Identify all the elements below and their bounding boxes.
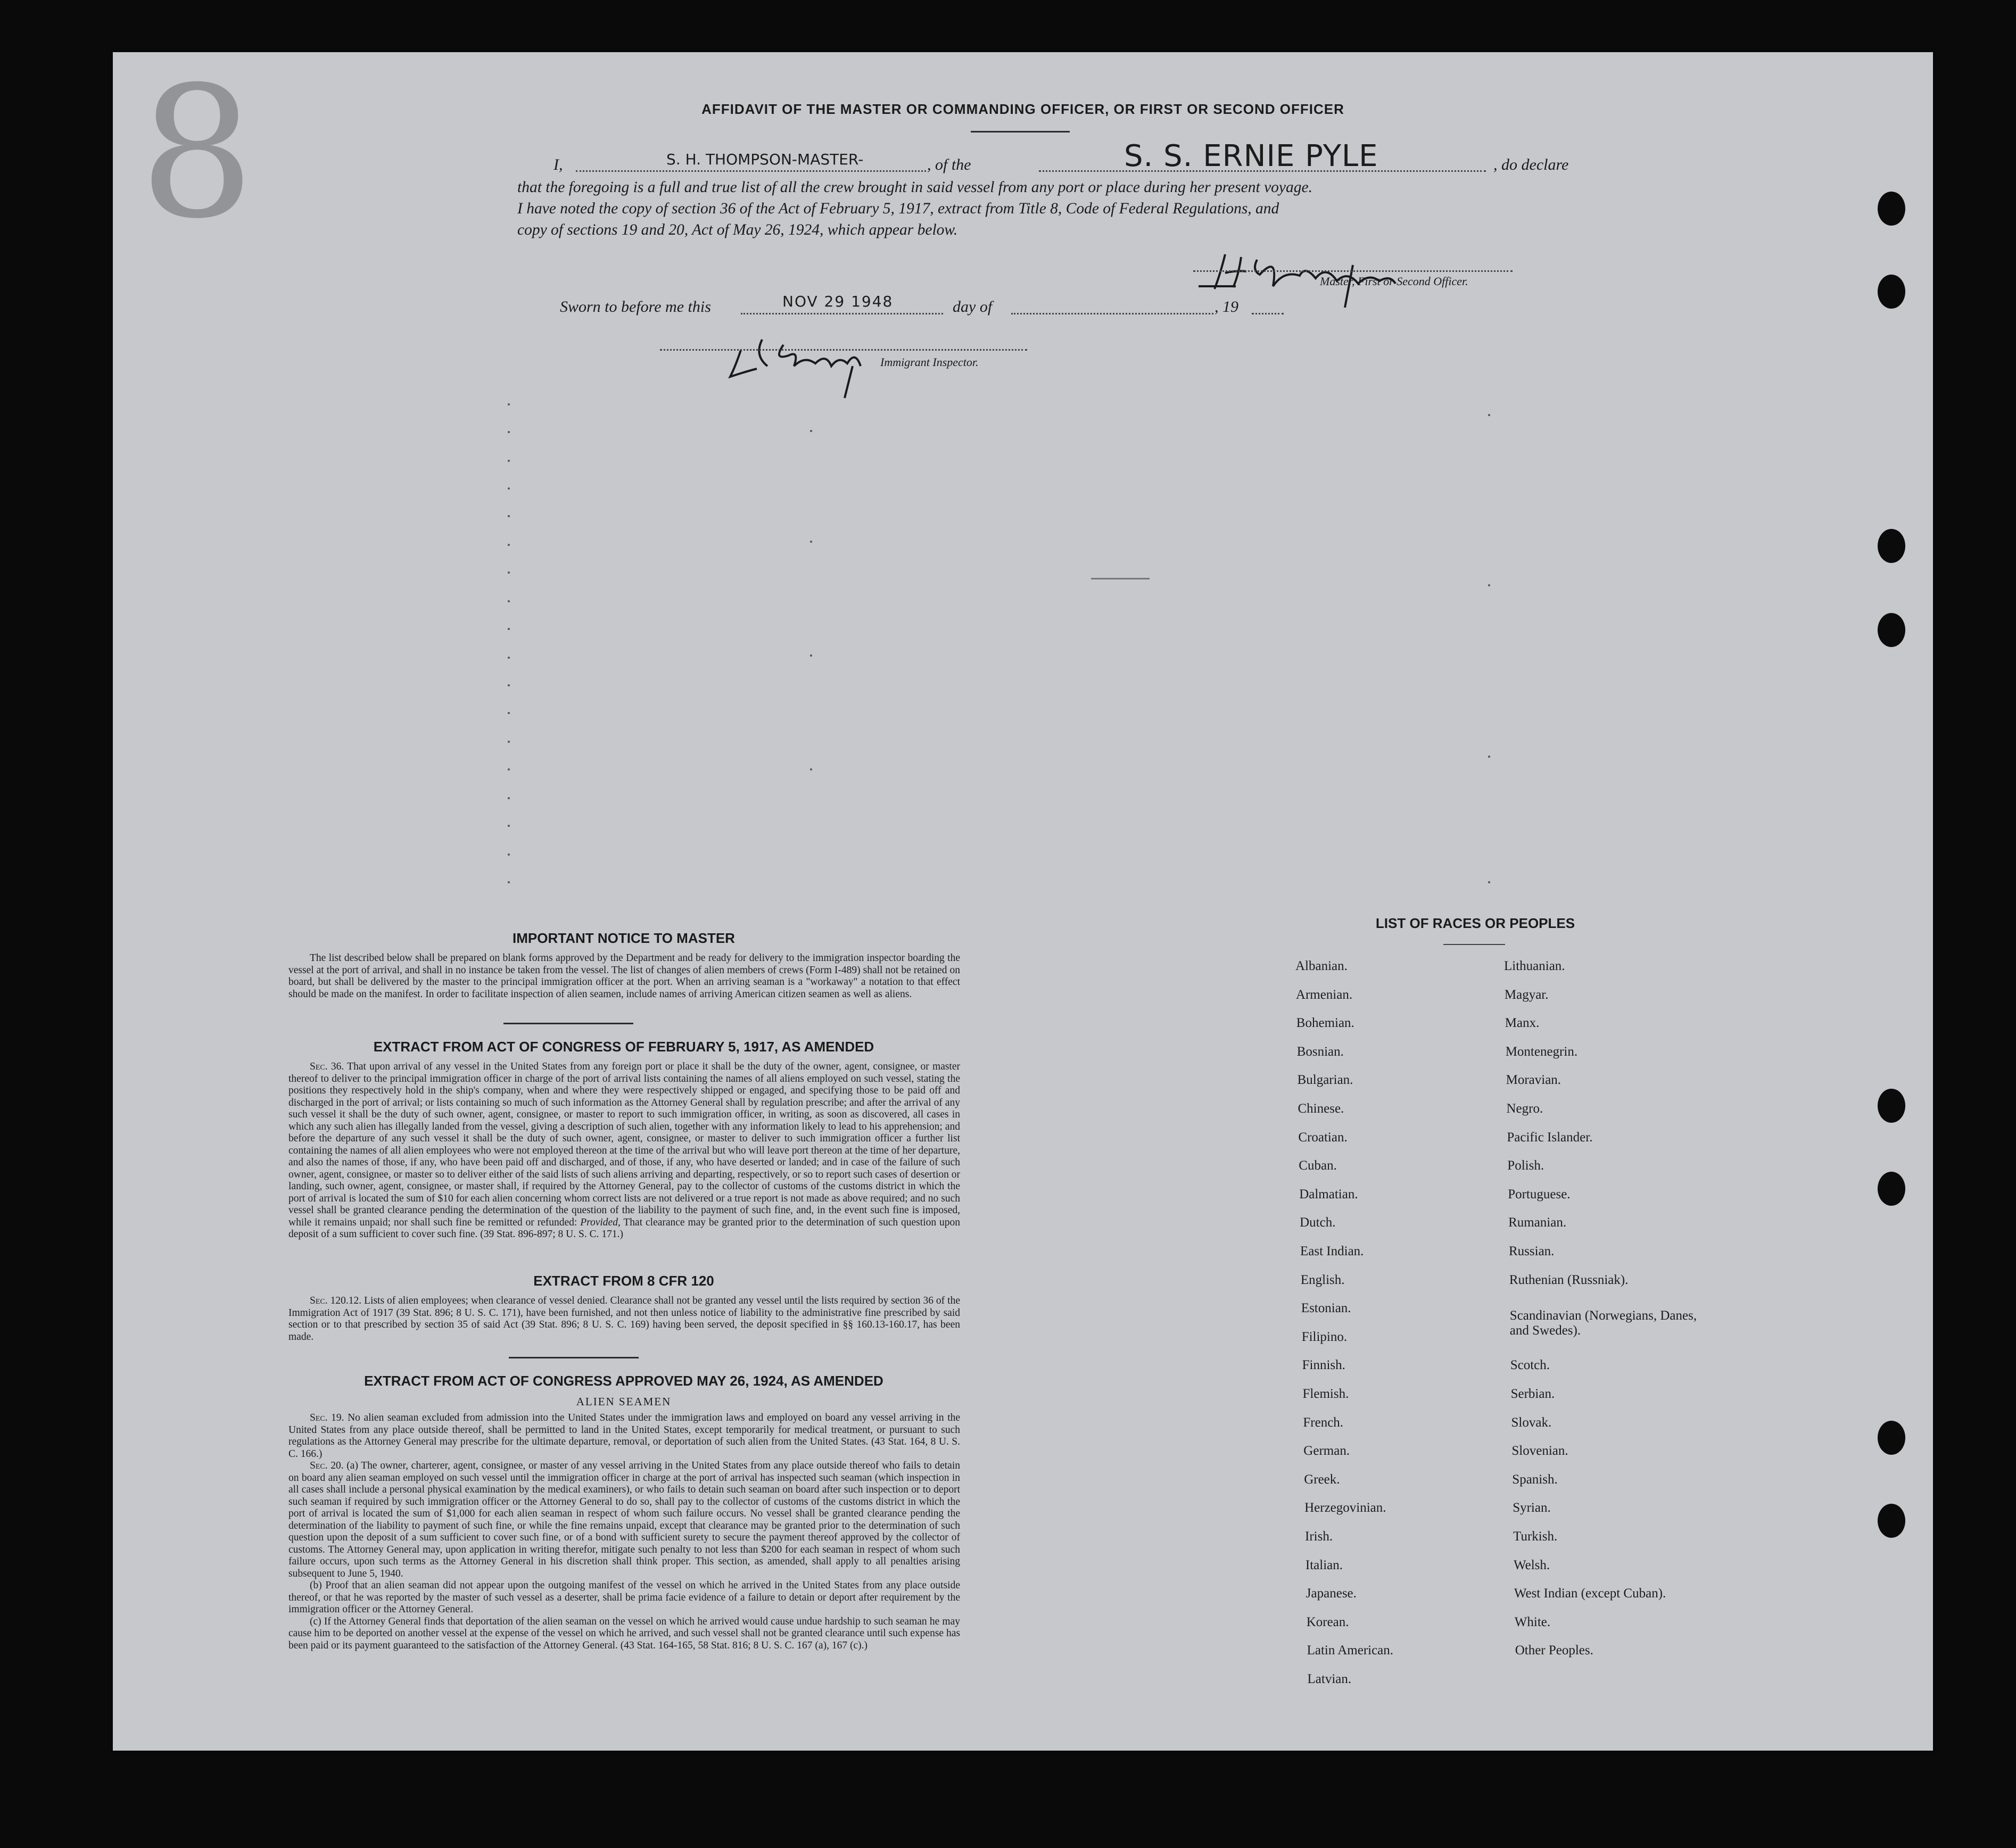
race-item: Herzegovinian.	[1304, 1501, 1386, 1515]
race-item: Cuban.	[1299, 1158, 1337, 1173]
races-rule	[1443, 944, 1505, 945]
do-declare-label: , do declare	[1493, 156, 1569, 173]
punch-hole	[1878, 529, 1905, 563]
section-rule	[503, 1023, 633, 1024]
race-item: German.	[1303, 1444, 1350, 1458]
month-line	[1011, 313, 1213, 314]
provided-label: Provided,	[580, 1216, 621, 1228]
speck	[810, 768, 812, 770]
speck	[508, 853, 510, 856]
race-item: Montenegrin.	[1505, 1044, 1578, 1059]
race-item: Dutch.	[1300, 1215, 1336, 1230]
race-item: Bosnian.	[1296, 1044, 1344, 1059]
race-item: Albanian.	[1295, 959, 1348, 973]
sworn-date-line	[741, 313, 943, 314]
speck	[810, 430, 812, 432]
speck	[508, 797, 510, 799]
handwritten-page-number: 8	[139, 48, 255, 259]
signature-line	[1193, 270, 1513, 272]
extract-1917-text	[288, 1061, 960, 1241]
speck	[508, 487, 510, 490]
race-item: East Indian.	[1300, 1244, 1364, 1258]
race-item: Spanish.	[1512, 1472, 1558, 1487]
race-item: Magyar.	[1504, 987, 1549, 1002]
race-item: Slovenian.	[1511, 1444, 1568, 1458]
race-item: Moravian.	[1506, 1073, 1561, 1088]
punch-hole	[1878, 192, 1905, 226]
sec-20c-paragraph: (c) If the Attorney General finds that deportation of the alien seaman on the vessel on which he arrived would cause undue hardship to such seaman he may cause him to be deported on another vessel at the expense of the vessel on which he arrived, and such vessel shall not be granted clearance until such expense has been paid or its payment guaranteed to the satisfaction of the Attorney General. (43 Stat. 164-165, 58 Stat. 816; 8 U. S. C. 167 (a), 167 (c).)	[288, 1615, 960, 1651]
speck	[508, 600, 510, 602]
sec-19-label: Sec. 19.	[310, 1412, 344, 1423]
race-item: Latin American.	[1307, 1643, 1394, 1658]
sec-20a-body: (a) The owner, charterer, agent, consignee, or master of any vessel arriving in the United States from any place outside thereof who fails to detain on board any alien seaman employed on such vessel until the immigration officer in charge at the port of arrival has inspected such seaman (which inspection in all cases shall include a personal physical examination by the medical examiners), or who fails to detain such seaman on board after such inspection or to deport such seaman if required by such immigration officer or the Attorney General to do so, shall pay to the collector of customs of the customs district in which the port of arrival is located the sum of $1,000 for each alien seaman in respect of whom such failure occurs. No vessel shall be granted clearance pending the determination of the liability to payment of such fine, or while the fine remains unpaid, except that clearance may be granted prior to the determination of such question upon the deposit of a sum sufficient to cover such fine, or of a bond with sufficient surety to secure the payment thereof approved by the collector of customs. The Attorney General may, upon application in writing therefor, mitigate such penalty to not less than $200 for each seaman in respect of whom such failure occurs, upon such terms as the Attorney General in his discretion shall think proper. This section, as amended, shall apply to all penalties arising subsequent to June 5, 1940.	[288, 1460, 960, 1579]
race-item: Filipino.	[1301, 1329, 1348, 1344]
speck	[1488, 414, 1490, 416]
signature-caption: Master, First or Second Officer.	[1320, 275, 1468, 288]
extract-1924-text	[288, 1412, 960, 1652]
race-item: Portuguese.	[1508, 1187, 1571, 1201]
race-item: Polish.	[1507, 1158, 1544, 1173]
punch-hole	[1878, 275, 1905, 309]
speck	[1488, 584, 1490, 586]
sec-20b-paragraph: (b) Proof that an alien seaman did not appear upon the outgoing manifest of the vessel on which he arrived in the United States from any place outside thereof, or that he was reported by the master of such vessel as a deserter, shall be prima facie evidence of a failure to detain or deport after requirement by the immigration officer or the Attorney General.	[288, 1580, 960, 1615]
race-item: Lithuanian.	[1504, 959, 1565, 973]
document-sheet	[113, 48, 1933, 1751]
extract-1924-heading: EXTRACT FROM ACT OF CONGRESS APPROVED MAY 26, 1924, AS AMENDED	[364, 1373, 883, 1389]
speck	[508, 768, 510, 770]
speck	[508, 431, 510, 433]
year-line	[1252, 313, 1284, 314]
race-item: Italian.	[1305, 1557, 1343, 1572]
races-heading: LIST OF RACES OR PEOPLES	[1375, 915, 1575, 931]
race-item: White.	[1514, 1614, 1551, 1629]
section-rule-2	[509, 1357, 639, 1358]
notice-text-body: The list described below shall be prepared on blank forms approved by the Department and be ready for delivery to the immigration inspector boarding the vessel at the port of arrival, and shall in no instance be taken from the vessel. The list of changes of alien members of crews (Form I-489) shall not be retained on board, but shall be delivered by the master to the principal immigration officer at the port. When an arriving seaman is a "workaway" a notation to that effect should be made on the manifest. In order to facilitate inspection of alien seamen, include names of arriving American citizen seamen as well as aliens.	[288, 952, 960, 1000]
speck	[508, 515, 510, 517]
day-of-label: day of	[953, 298, 993, 316]
extract-1917-heading: EXTRACT FROM ACT OF CONGRESS OF FEBRUARY 5, 1917, AS AMENDED	[373, 1039, 874, 1055]
race-item: Rumanian.	[1508, 1215, 1567, 1230]
race-item: Ruthenian (Russniak).	[1509, 1272, 1629, 1287]
race-item: Negro.	[1506, 1101, 1543, 1116]
race-item: Other Peoples.	[1515, 1643, 1593, 1658]
notice-text	[288, 952, 960, 1000]
speck	[810, 654, 812, 657]
sec-120-label: Sec. 120.12.	[310, 1295, 362, 1306]
speck	[508, 657, 510, 659]
race-item: Slovak.	[1511, 1415, 1552, 1430]
race-item: Estonian.	[1301, 1301, 1351, 1316]
race-item: Korean.	[1306, 1614, 1349, 1629]
punch-hole	[1878, 1172, 1905, 1206]
speck	[508, 571, 510, 574]
race-item: Chinese.	[1298, 1101, 1344, 1116]
speck	[508, 741, 510, 743]
speck	[508, 684, 510, 686]
heading-rule	[971, 131, 1070, 132]
race-item: Latvian.	[1307, 1672, 1352, 1686]
sec-36-label: Sec. 36.	[310, 1061, 344, 1072]
race-item: Syrian.	[1513, 1501, 1551, 1515]
affidavit-body-line-1: that the foregoing is a full and true list of all the crew brought in said vessel from any port or place during her present voyage.	[517, 179, 1312, 196]
punch-hole	[1878, 1421, 1905, 1455]
sec-120-body: Lists of alien employees; when clearance of vessel denied. Clearance shall not be granted any vessel until the lists required by section 36 of the Immigration Act of 1917 (39 Stat. 896; 8 U. S. C. 171), have been furnished, and not then unless notice of liability to the administrative fine prescribed by said section or to that prescribed by section 35 of said Act (39 Stat. 896; 8 U. S. C. 169) having been served, the deposit specified in §§ 160.13-160.17, has been made.	[288, 1295, 960, 1343]
speck	[508, 881, 510, 883]
race-item: Croatian.	[1298, 1130, 1348, 1145]
race-item: Japanese.	[1306, 1586, 1357, 1601]
declarant-name: S. H. THOMPSON-MASTER-	[666, 151, 864, 168]
race-item: Irish.	[1305, 1529, 1333, 1544]
punch-hole	[1878, 613, 1905, 647]
sworn-date: NOV 29 1948	[782, 293, 894, 310]
race-item: Scotch.	[1510, 1358, 1550, 1373]
race-item: Greek.	[1304, 1472, 1340, 1487]
race-item: English.	[1300, 1272, 1345, 1287]
inspector-caption: Immigrant Inspector.	[880, 355, 979, 369]
sec-19-body: No alien seaman excluded from admission into the United States under the immigration laws and employed on board any vessel arriving in the United States from any place outside thereof, shall be permitted to land in the United States, except temporarily for medical treatment, or pursuant to such regulations as the Attorney General may prescribe for the ultimate departure, removal, or deportation of such alien from the United States. (43 Stat. 164, 8 U. S. C. 166.)	[288, 1412, 961, 1460]
of-the-label: , of the	[927, 156, 971, 173]
sec-36-body: That upon arrival of any vessel in the United States from any foreign port or place it shall be the duty of the owner, agent, consignee, or master thereof to deliver to the principal immigration officer in charge of the port of arrival lists containing the names of all aliens employed on such vessel, stating the positions they respectively hold in the ship's company, when and where they were respectively shipped or engaged, and specifying those to be paid off and discharged in the port of arrival; or lists containing so much of such information as the Attorney General shall by regulation prescribe; and after the arrival of any such vessel it shall be the duty of such owner, agent, consignee, or master to report to such immigration officer, in writing, as soon as discovered, all cases in which any such alien has illegally landed from the vessel, giving a description of such alien, together with any information likely to lead to his apprehension; and before the departure of any such vessel it shall be the duty of such owner, agent, consignee, or master to deliver to such immigration officer a further list containing the names of all alien employees who were not employed thereon at the time of the arrival but who will leave port thereon at the time of her departure, and also the names of those, if any, who have been paid off and discharged, and of those, if any, who have deserted or landed; and in case of the failure of such owner, agent, consignee, or master so to deliver either of the said lists of such aliens arriving and departing, respectively, or so to report such cases of desertion or landing, such owner, agent, consignee, or master shall, if required by the Attorney General, pay to the collector of customs of the customs district in which the port of arrival is located the sum of $10 for each alien concerning whom correct lists are not delivered or a true report is not made as above required; and no such vessel shall be granted clearance pending the determination of the question of the liability to the payment of such fine, and, in the event such fine is imposed, while it remains unpaid; nor shall such fine be remitted or refunded:	[288, 1061, 960, 1228]
speck	[508, 544, 510, 546]
speck	[508, 628, 510, 630]
race-item: Bulgarian.	[1297, 1073, 1353, 1088]
inspector-signature	[725, 318, 895, 398]
year-prefix: , 19	[1214, 298, 1238, 316]
speck	[508, 460, 510, 462]
vessel-name: S. S. ERNIE PYLE	[1124, 139, 1378, 173]
affidavit-body-line-2: I have noted the copy of section 36 of the Act of February 5, 1917, extract from Title 8, Code of Federal Regulations, and	[517, 200, 1279, 217]
speck	[1488, 881, 1490, 883]
sec-19-paragraph	[288, 1412, 960, 1460]
race-item: Pacific Islander.	[1507, 1130, 1593, 1145]
speck	[508, 825, 510, 827]
declarant-line	[576, 170, 926, 172]
sec-20-label: Sec. 20.	[310, 1460, 344, 1471]
alien-seamen-subheading: ALIEN SEAMEN	[576, 1395, 672, 1408]
race-item: Armenian.	[1295, 987, 1353, 1002]
race-item: French.	[1303, 1415, 1344, 1430]
i-label: I,	[553, 156, 563, 173]
stray-mark	[1091, 578, 1150, 579]
speck	[508, 712, 510, 714]
extract-cfr-text	[288, 1295, 960, 1343]
race-item: Welsh.	[1514, 1557, 1550, 1572]
race-item: Dalmatian.	[1299, 1187, 1358, 1201]
affidavit-body-line-3: copy of sections 19 and 20, Act of May 26, 1924, which appear below.	[517, 221, 958, 238]
sworn-label: Sworn to before me this	[560, 298, 711, 316]
punch-hole	[1878, 1089, 1905, 1123]
inspector-line	[660, 349, 1027, 351]
speck	[810, 541, 812, 543]
speck	[1488, 756, 1490, 758]
speck	[508, 403, 510, 405]
provided-text: That clearance may be granted prior to the determination of such question upon deposit of a sum sufficient to cover such fine. (39 Stat. 896-897; 8 U. S. C. 171.)	[288, 1216, 960, 1240]
race-item: Bohemian.	[1296, 1016, 1354, 1031]
punch-hole	[1878, 1504, 1905, 1538]
race-item: Russian.	[1509, 1244, 1555, 1258]
race-item: Turkish.	[1513, 1529, 1558, 1544]
race-item: Scandinavian (Norwegians, Danes, and Swedes).	[1509, 1308, 1697, 1338]
sec-20a-paragraph	[288, 1460, 960, 1580]
race-item: West Indian (except Cuban).	[1514, 1586, 1666, 1601]
race-item: Finnish.	[1302, 1358, 1345, 1373]
race-item: Manx.	[1505, 1016, 1540, 1031]
race-item: Flemish.	[1302, 1387, 1349, 1401]
affidavit-heading: AFFIDAVIT OF THE MASTER OR COMMANDING OFFICER, OR FIRST OR SECOND OFFICER	[701, 101, 1344, 117]
notice-heading: IMPORTANT NOTICE TO MASTER	[513, 930, 735, 946]
race-item: Serbian.	[1510, 1387, 1555, 1401]
extract-cfr-heading: EXTRACT FROM 8 CFR 120	[533, 1273, 714, 1289]
